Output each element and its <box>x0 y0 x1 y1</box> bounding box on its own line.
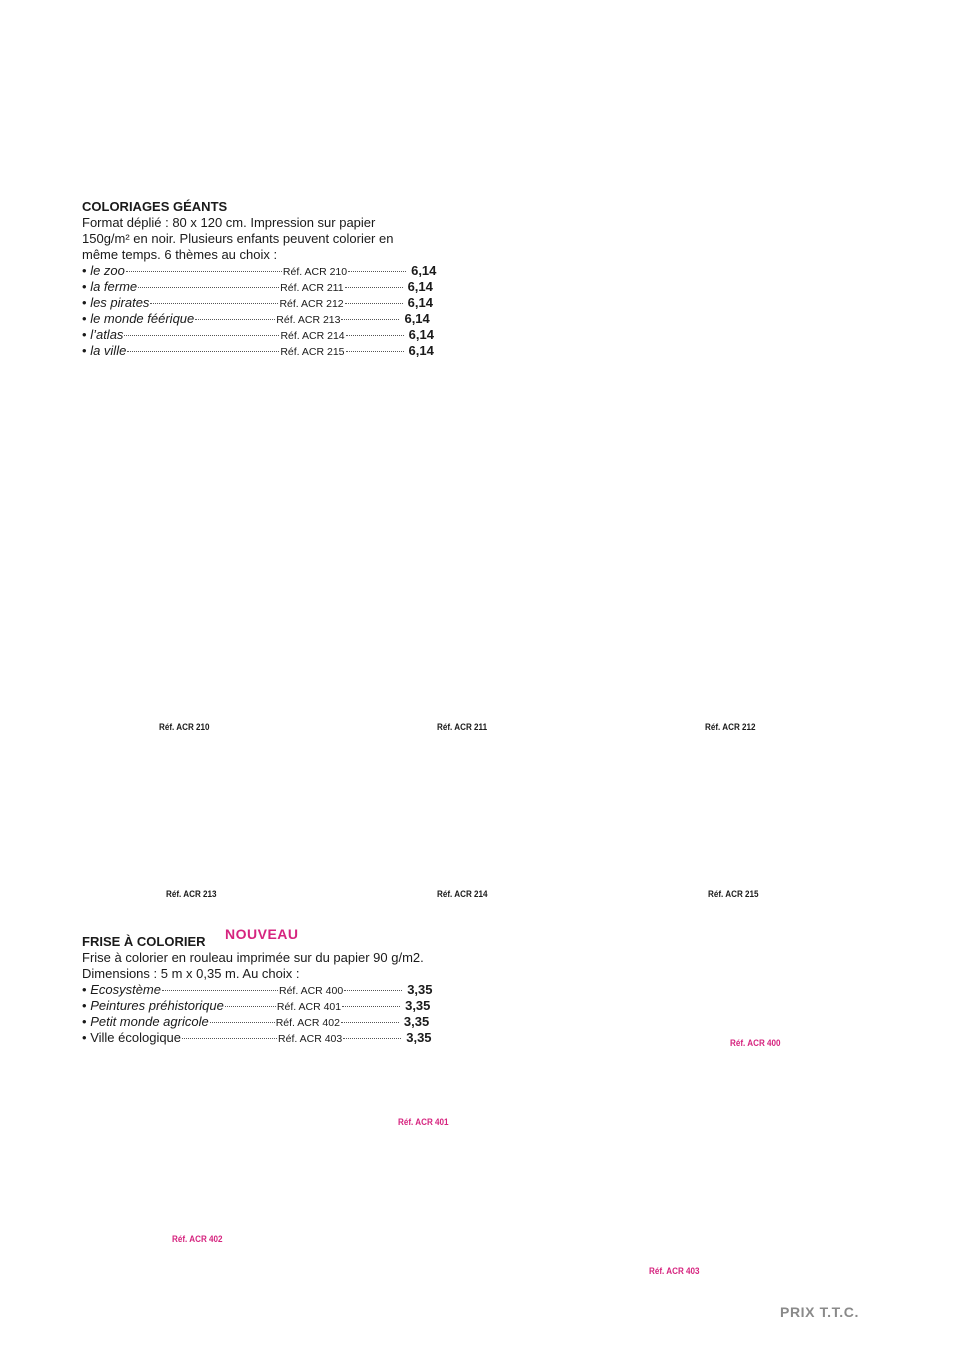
list-item <box>82 1014 482 1030</box>
product-caption: Réf. ACR 213 <box>166 889 217 899</box>
item-price: 3,35 <box>403 1014 430 1029</box>
desc-line: Dimensions : 5 m x 0,35 m. Au choix : <box>82 966 300 981</box>
dot-leader <box>182 1038 277 1039</box>
dot-leader <box>225 1006 276 1007</box>
item-price: 6,14 <box>407 279 433 294</box>
item-name: Petit monde agricole <box>90 1014 209 1029</box>
item-ref: Réf. ACR 210 <box>282 266 348 278</box>
dot-leader <box>124 335 279 336</box>
dot-leader <box>345 287 403 288</box>
product-caption: Réf. ACR 211 <box>437 722 488 732</box>
dot-leader <box>150 303 278 304</box>
list-item <box>82 343 462 359</box>
item-price: 6,14 <box>407 295 433 310</box>
list-item <box>82 311 462 327</box>
product-caption: Réf. ACR 401 <box>398 1117 449 1127</box>
item-price: 6,14 <box>408 327 434 342</box>
product-caption: Réf. ACR 214 <box>437 889 488 899</box>
item-name: la ferme <box>90 279 138 294</box>
item-ref: Réf. ACR 402 <box>275 1017 340 1029</box>
bullet: • <box>82 1030 87 1045</box>
product-caption: Réf. ACR 212 <box>705 722 756 732</box>
item-ref: Réf. ACR 401 <box>276 1001 342 1013</box>
item-ref: Réf. ACR 213 <box>276 314 341 326</box>
item-name: les pirates <box>90 295 150 310</box>
item-name: Ecosystème <box>90 982 161 997</box>
item-price: 3,35 <box>407 982 433 997</box>
dot-leader <box>348 271 406 272</box>
bullet: • <box>82 263 87 278</box>
dot-leader <box>138 287 279 288</box>
coloriages-description <box>82 215 462 263</box>
dot-leader <box>342 1006 400 1007</box>
item-ref: Réf. ACR 214 <box>280 330 345 342</box>
bullet: • <box>82 982 87 997</box>
product-caption: Réf. ACR 402 <box>172 1234 223 1244</box>
new-badge: NOUVEAU <box>225 926 299 942</box>
frise-list <box>82 982 482 1046</box>
dot-leader <box>346 351 404 352</box>
list-item <box>82 327 462 343</box>
frise-heading: FRISE À COLORIER <box>82 934 206 949</box>
item-name: la ville <box>90 343 127 358</box>
dot-leader <box>344 990 402 991</box>
bullet: • <box>82 311 87 326</box>
dot-leader <box>345 303 403 304</box>
price-footer: PRIX T.T.C. <box>780 1304 859 1320</box>
item-price: 6,14 <box>408 343 434 358</box>
product-caption: Réf. ACR 215 <box>708 889 759 899</box>
product-caption: Réf. ACR 210 <box>159 722 210 732</box>
bullet: • <box>82 998 87 1013</box>
item-ref: Réf. ACR 211 <box>280 282 344 294</box>
item-name: Peintures préhistorique <box>90 998 224 1013</box>
bullet: • <box>82 343 87 358</box>
item-price: 3,35 <box>406 1030 432 1045</box>
coloriages-heading: COLORIAGES GÉANTS <box>82 199 228 214</box>
dot-leader <box>341 319 399 320</box>
dot-leader <box>127 351 279 352</box>
item-name: l’atlas <box>90 327 124 342</box>
bullet: • <box>82 279 87 294</box>
item-name: Ville écologique <box>90 1030 182 1045</box>
desc-line: même temps. 6 thèmes au choix : <box>82 247 278 262</box>
item-ref: Réf. ACR 400 <box>279 985 344 997</box>
dot-leader <box>210 1022 275 1023</box>
list-item <box>82 998 482 1014</box>
bullet: • <box>82 327 87 342</box>
item-price: 3,35 <box>405 998 431 1013</box>
dot-leader <box>126 271 282 272</box>
item-ref: Réf. ACR 403 <box>278 1033 343 1045</box>
dot-leader <box>346 335 404 336</box>
item-ref: Réf. ACR 212 <box>279 298 344 310</box>
dot-leader <box>341 1022 399 1023</box>
list-item <box>82 279 462 295</box>
item-name: le monde féérique <box>90 311 195 326</box>
product-caption: Réf. ACR 400 <box>730 1038 781 1048</box>
item-price: 6,14 <box>404 311 430 326</box>
desc-line: Frise à colorier en rouleau imprimée sur du papier 90 g/m2. <box>82 950 424 965</box>
dot-leader <box>162 990 278 991</box>
item-price: 6,14 <box>411 263 437 278</box>
coloriages-list <box>82 263 462 359</box>
dot-leader <box>195 319 275 320</box>
list-item <box>82 1030 482 1046</box>
list-item <box>82 982 482 998</box>
dot-leader <box>343 1038 401 1039</box>
desc-line: 150g/m² en noir. Plusieurs enfants peuvent colorier en <box>82 231 394 246</box>
bullet: • <box>82 1014 87 1029</box>
list-item <box>82 295 462 311</box>
frise-section <box>82 934 482 1046</box>
item-name: le zoo <box>90 263 125 278</box>
coloriages-section <box>82 199 462 359</box>
desc-line: Format déplié : 80 x 120 cm. Impression sur papier <box>82 215 376 230</box>
item-ref: Réf. ACR 215 <box>280 346 345 358</box>
product-caption: Réf. ACR 403 <box>649 1266 700 1276</box>
frise-description <box>82 950 482 982</box>
list-item <box>82 263 462 279</box>
bullet: • <box>82 295 87 310</box>
